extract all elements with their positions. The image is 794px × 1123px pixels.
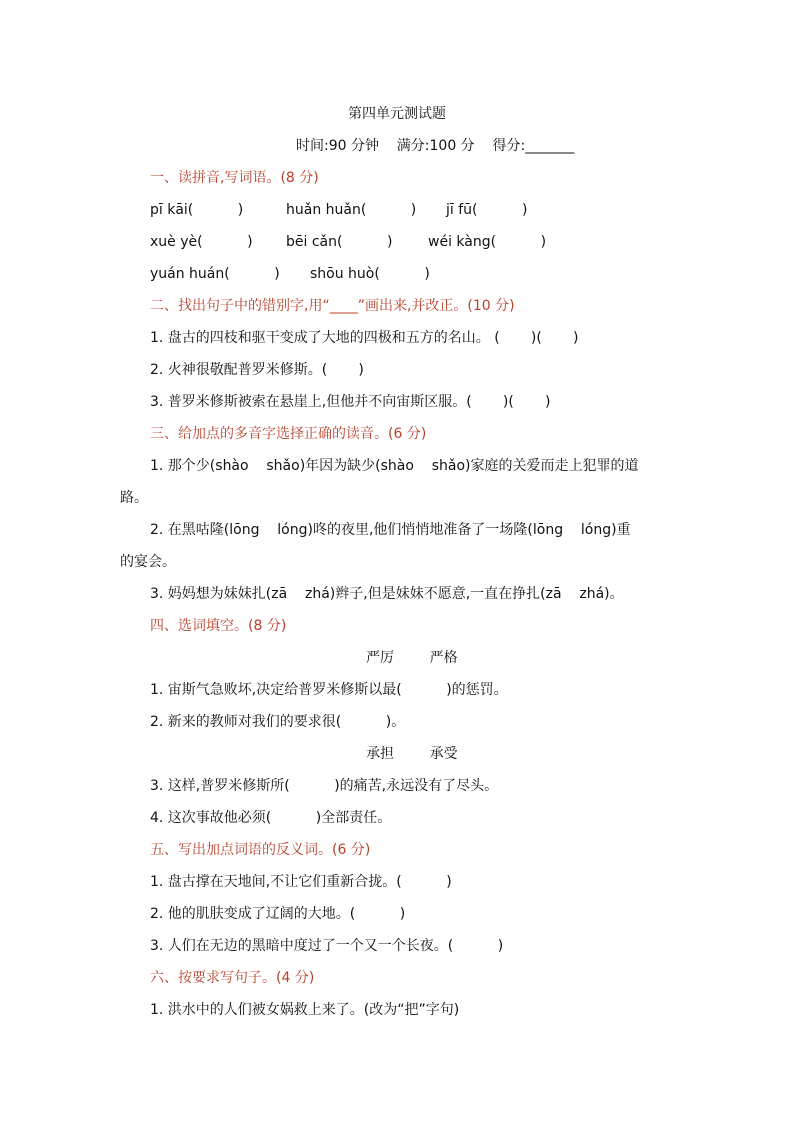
section-5-heading: 五、写出加点词语的反义词。(6 分) — [150, 842, 371, 858]
question-item: 3. 妈妈想为妹妹扎(zā zhá)辫子,但是妹妹不愿意,一直在挣扎(zā zhá)。 — [150, 586, 624, 602]
section-2-heading: 二、找出句子中的错别字,用“____”画出来,并改正。(10 分) — [150, 298, 515, 314]
pinyin-item: xuè yè( ) — [150, 234, 253, 250]
question-item: 1. 洪水中的人们被女娲救上来了。(改为“把”字句) — [150, 1002, 460, 1018]
section-4-heading: 四、选词填空。(8 分) — [150, 618, 287, 634]
question-item: 3. 这样,普罗米修斯所( )的痛苦,永远没有了尽头。 — [150, 778, 499, 794]
section-1-heading: 一、读拼音,写词语。(8 分) — [150, 170, 319, 186]
section-3-heading: 三、给加点的多音字选择正确的读音。(6 分) — [150, 426, 427, 442]
question-item: 4. 这次事故他必须( )全部责任。 — [150, 810, 392, 826]
page-title: 第四单元测试题 — [348, 106, 446, 122]
pinyin-item: wéi kàng( ) — [428, 234, 547, 250]
pinyin-item: yuán huán( ) — [150, 266, 280, 282]
question-item-continued: 的宴会。 — [120, 554, 176, 570]
pinyin-item: pī kāi( ) — [150, 202, 244, 218]
question-item: 1. 盘古撑在天地间,不让它们重新合拢。( ) — [150, 874, 452, 890]
pinyin-item: huǎn huǎn( ) — [286, 202, 417, 218]
question-item: 1. 那个少(shào shǎo)年因为缺少(shào shǎo)家庭的关爱而走上犯罪的道 — [150, 458, 639, 474]
question-item: 1. 宙斯气急败坏,决定给普罗米修斯以最( )的惩罚。 — [150, 682, 508, 698]
pinyin-item: bēi cǎn( ) — [286, 234, 393, 250]
section-6-heading: 六、按要求写句子。(4 分) — [150, 970, 315, 986]
question-item: 2. 他的肌肤变成了辽阔的大地。( ) — [150, 906, 406, 922]
pinyin-item: jī fū( ) — [446, 202, 528, 218]
question-item: 2. 火神很敬配普罗米修斯。( ) — [150, 362, 364, 378]
question-item: 3. 普罗米修斯被索在悬崖上,但他并不向宙斯区服。( )( ) — [150, 394, 551, 410]
question-item: 2. 新来的教师对我们的要求很( )。 — [150, 714, 406, 730]
question-item: 1. 盘古的四枝和驱干变成了大地的四极和五方的名山。 ( )( ) — [150, 330, 579, 346]
word-choices: 承担 承受 — [366, 746, 458, 762]
exam-meta: 时间:90 分钟 满分:100 分 得分:_______ — [296, 138, 575, 154]
question-item-continued: 路。 — [120, 490, 148, 506]
question-item: 2. 在黑咕隆(lōng lóng)咚的夜里,他们悄悄地准备了一场隆(lōng lóng)重 — [150, 522, 631, 538]
question-item: 3. 人们在无边的黑暗中度过了一个又一个长夜。( ) — [150, 938, 504, 954]
word-choices: 严厉 严格 — [366, 650, 458, 666]
pinyin-item: shōu huò( ) — [310, 266, 430, 282]
